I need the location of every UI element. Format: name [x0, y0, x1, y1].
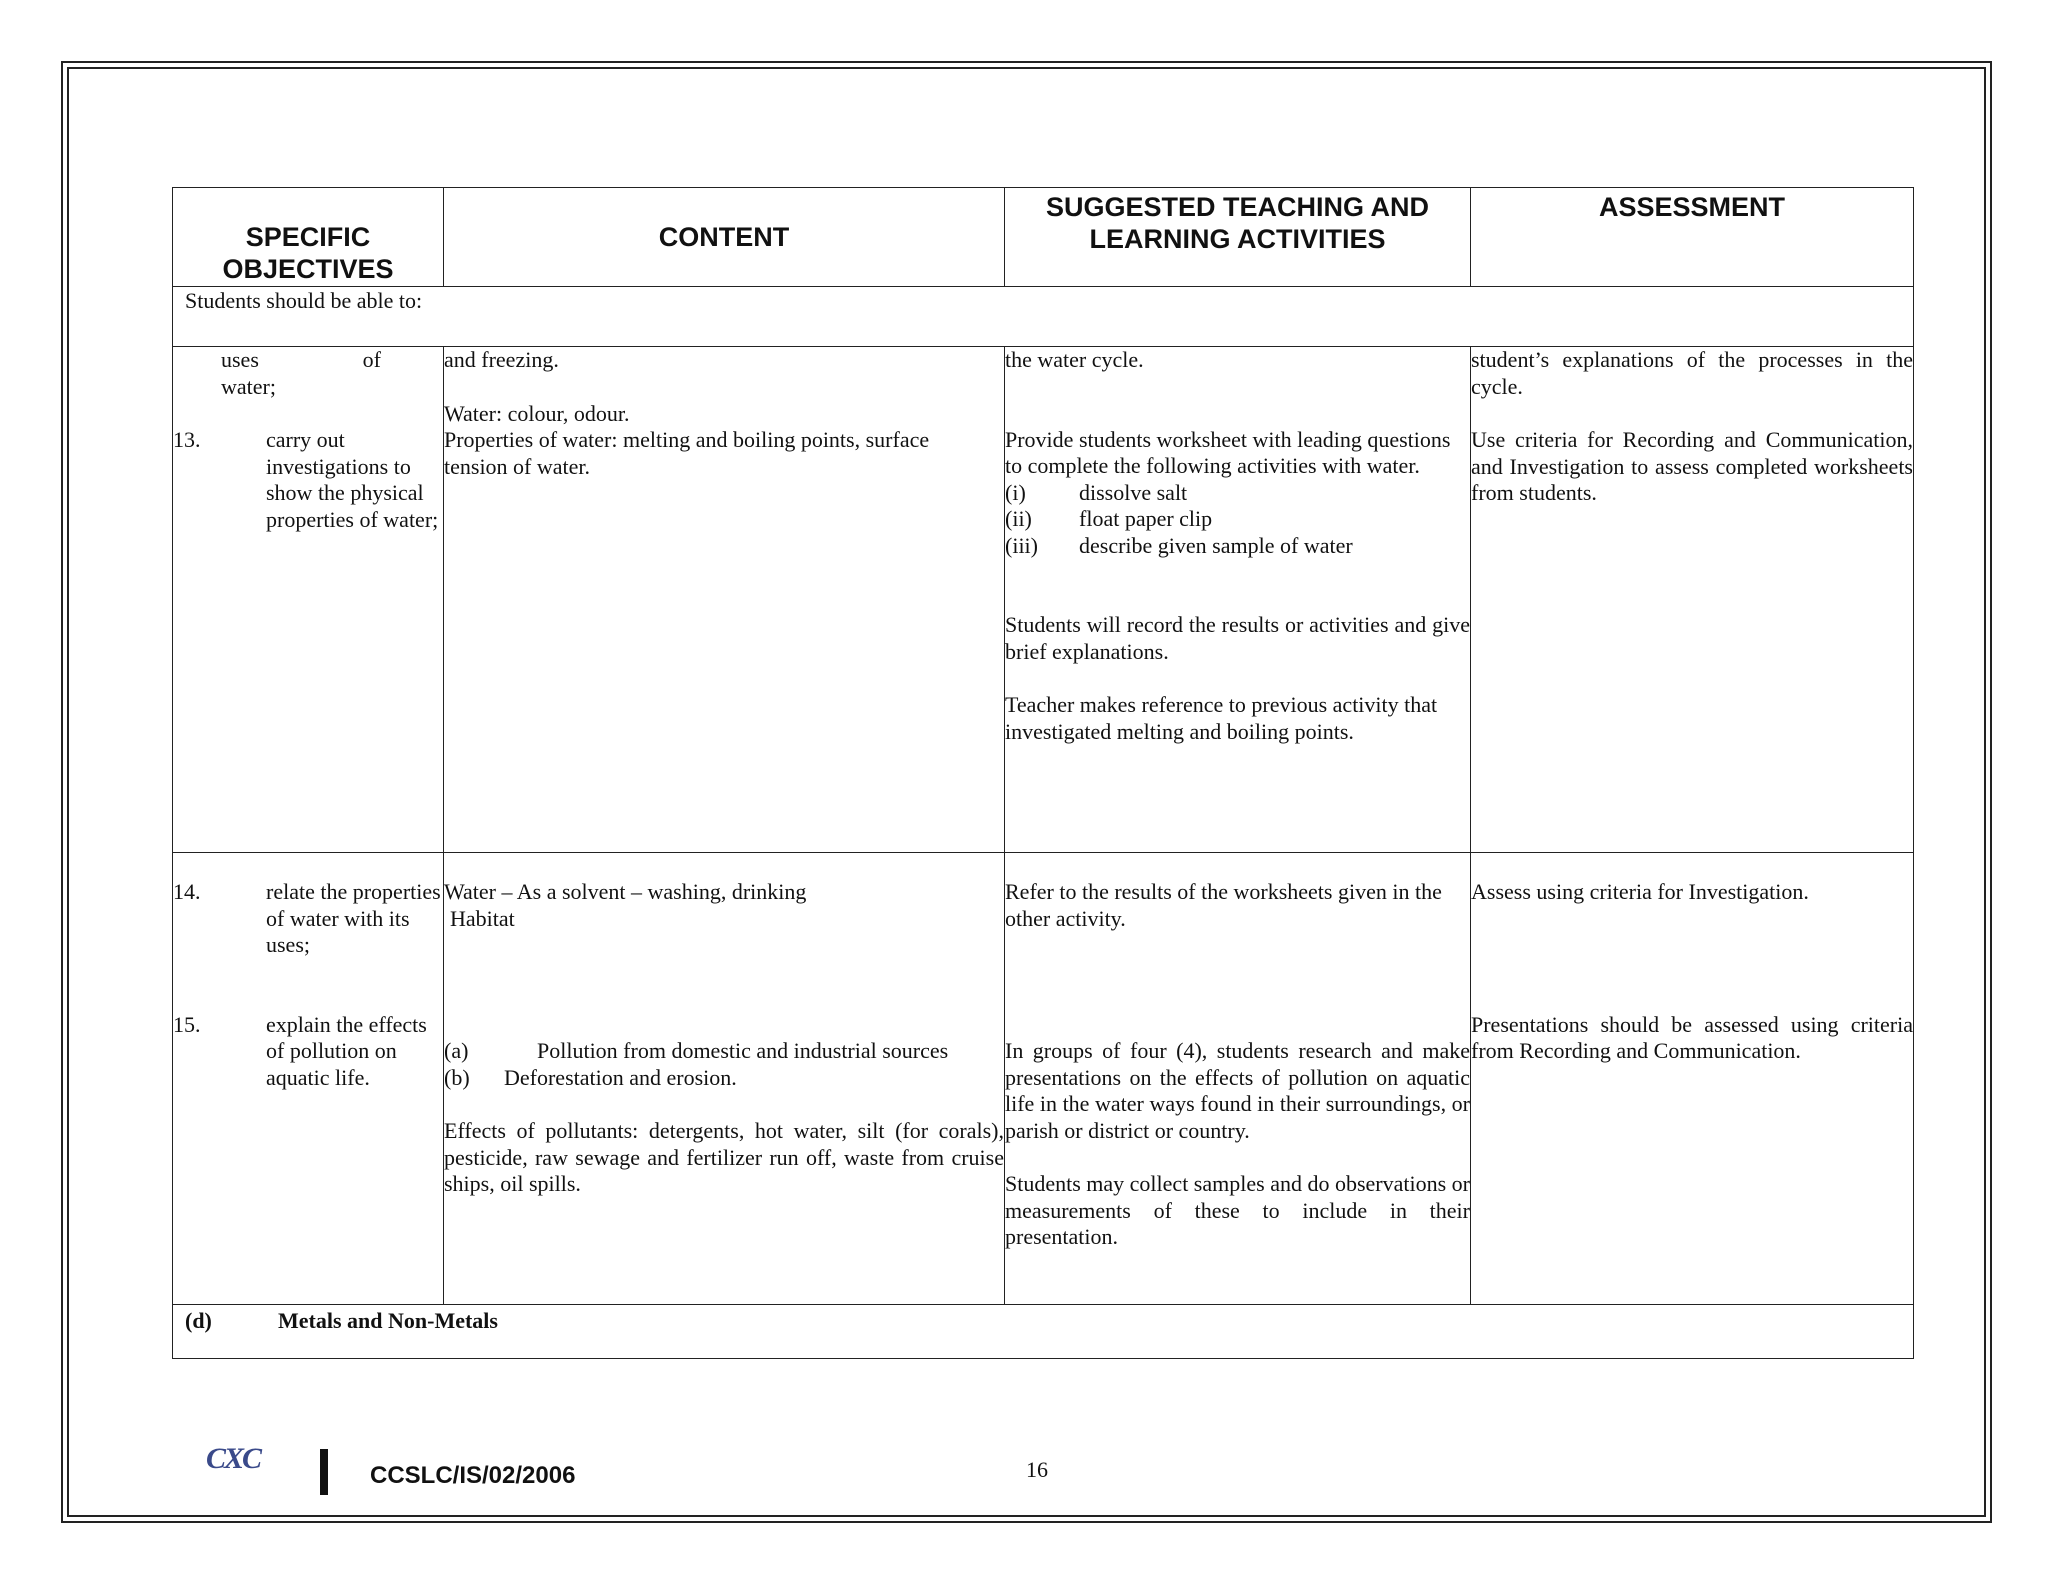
assessment-13: Use criteria for Recording and Communication, and Investigation to assess completed worksheets from students. — [1471, 427, 1913, 505]
list-item-text: dissolve salt — [1079, 479, 1188, 505]
cxc-logo: CXC — [206, 1442, 261, 1475]
list-item-label: (i) — [1005, 479, 1026, 505]
section-heading — [173, 1305, 1914, 1359]
table-row — [173, 347, 1914, 853]
assessment-15: Presentations should be assessed using criteria from Recording and Communication. — [1471, 1011, 1913, 1063]
list-item — [1005, 506, 1470, 533]
list-item — [1005, 533, 1470, 560]
activity-14: Refer to the results of the worksheets given in the other activity. — [1005, 879, 1442, 931]
header-activities: SUGGESTED TEACHING AND LEARNING ACTIVITIES — [1005, 188, 1471, 287]
activities-cell — [1005, 347, 1471, 853]
subheader-text: Students should be able to: — [173, 287, 1914, 347]
activity-15-paragraph: In groups of four (4), students research and make presentations on the effects of pollution on aquatic life in the water ways found in their surroundings, or parish or district or country. — [1005, 1038, 1470, 1143]
objective-text: carry out investigations to show the physical properties of water; — [266, 427, 439, 532]
assessment-14: Assess using criteria for Investigation. — [1471, 879, 1809, 904]
activity-13-paragraph: Students will record the results or activities and give brief explanations. — [1005, 612, 1470, 664]
objective-continued — [173, 347, 381, 374]
objective-continued-end: water; — [221, 373, 276, 399]
header-row — [173, 188, 1914, 287]
objective-13 — [173, 427, 443, 533]
section-title: Metals and Non-Metals — [278, 1308, 498, 1333]
content-14-line: Water – As a solvent – washing, drinking — [444, 879, 807, 904]
list-item-text: float paper clip — [1079, 506, 1213, 531]
activity-13-intro: Provide students worksheet with leading questions to complete the following activities with water. — [1005, 426, 1451, 478]
objective-number: 14. — [173, 879, 201, 904]
objective-text: explain the effects of pollution on aquatic life. — [266, 1011, 427, 1090]
list-item-text: Deforestation and erosion. — [504, 1064, 737, 1090]
section-label: (d) — [185, 1308, 212, 1333]
content-15-effects: Effects of pollutants: detergents, hot water, silt (for corals), pesticide, raw sewage and fertilizer run off, waste from cruise ships, oil spills. — [444, 1118, 1004, 1196]
objective-number: 13. — [173, 427, 201, 452]
syllabus-table — [172, 187, 1914, 1359]
list-item-label: (iii) — [1005, 532, 1038, 558]
list-item-text: describe given sample of water — [1079, 532, 1353, 558]
content-continued: and freezing. — [444, 347, 559, 372]
list-item — [1005, 480, 1470, 507]
objective-text: relate the properties of water with its uses; — [266, 879, 441, 957]
table-row — [173, 853, 1914, 1305]
list-item-text: Pollution from domestic and industrial sources — [537, 1038, 949, 1063]
content-13-line: Properties of water: melting and boiling points, surface tension of water. — [444, 427, 930, 479]
objectives-cell — [173, 347, 444, 853]
content-14-line: Habitat — [450, 905, 515, 931]
header-content: CONTENT — [444, 188, 1005, 287]
objective-continued-word: uses — [221, 347, 259, 372]
document-code: CCSLC/IS/02/2006 — [370, 1462, 576, 1489]
section-row — [173, 1305, 1914, 1359]
activity-13-paragraph: Teacher makes reference to previous activity that investigated melting and boiling points. — [1005, 692, 1438, 744]
activity-15-paragraph: Students may collect samples and do observations or measurements of these to include in their presentation. — [1005, 1171, 1470, 1249]
assessment-continued: student’s explanations of the processes in the cycle. — [1471, 347, 1913, 399]
assessment-cell — [1471, 853, 1914, 1305]
page-number: 16 — [1026, 1457, 1048, 1482]
objective-number: 15. — [173, 1011, 201, 1037]
content-cell — [444, 853, 1005, 1305]
list-item-label: (ii) — [1005, 506, 1032, 531]
header-objectives: SPECIFIC OBJECTIVES — [173, 188, 444, 287]
objectives-cell — [173, 853, 444, 1305]
objective-continued-word: of — [362, 347, 381, 372]
list-item-label: (a) — [444, 1038, 469, 1063]
content-cell — [444, 347, 1005, 853]
assessment-cell — [1471, 347, 1914, 853]
header-assessment: ASSESSMENT — [1471, 188, 1914, 287]
activities-cell — [1005, 853, 1471, 1305]
activity-continued: the water cycle. — [1005, 347, 1144, 372]
objective-14 — [173, 879, 443, 959]
list-item-label: (b) — [444, 1064, 470, 1090]
objective-15 — [173, 1012, 443, 1092]
footer-divider — [320, 1449, 328, 1495]
content-15-b — [444, 1065, 1004, 1092]
content-13-line: Water: colour, odour. — [444, 400, 630, 426]
subheader-row — [173, 287, 1914, 347]
content-15-a — [444, 1038, 1004, 1065]
